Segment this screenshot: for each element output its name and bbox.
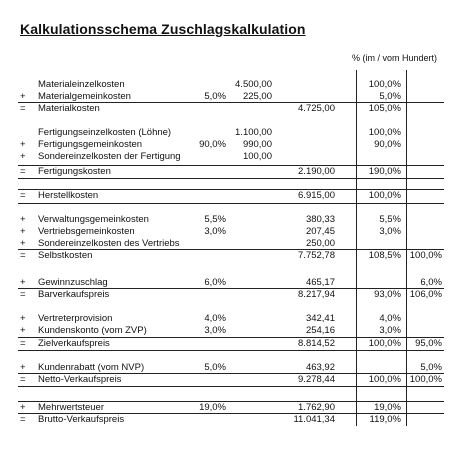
row-separator-line — [18, 288, 444, 289]
cell-rate: 90,0% — [199, 139, 226, 150]
cell-total: 342,41 — [305, 313, 335, 324]
cell-total: 250,00 — [305, 238, 335, 249]
table-row — [0, 151, 464, 163]
cell-rate: 5,0% — [204, 91, 226, 102]
cell-label: Barverkaufspreis — [38, 289, 110, 300]
cell-sign: + — [20, 226, 26, 237]
cell-pct2: 106,0% — [409, 289, 442, 300]
cell-total: 2.190,00 — [298, 166, 335, 177]
cell-pct1: 100,0% — [368, 374, 401, 385]
cell-pct1: 4,0% — [379, 313, 401, 324]
cell-pct2: 95,0% — [415, 338, 442, 349]
cell-pct2: 100,0% — [409, 374, 442, 385]
cell-pct1: 100,0% — [368, 338, 401, 349]
cell-total: 9.278,44 — [298, 374, 335, 385]
row-separator-line — [18, 373, 444, 374]
cell-label: Herstellkosten — [38, 190, 99, 201]
cell-rate: 4,0% — [204, 313, 226, 324]
cell-label: Kundenrabatt (vom NVP) — [38, 362, 145, 373]
table-row — [0, 289, 464, 301]
row-separator-line — [18, 178, 444, 179]
table-row — [0, 414, 464, 426]
cell-total: 7.752,78 — [298, 250, 335, 261]
cell-sign: + — [20, 325, 26, 336]
row-separator-line — [18, 249, 444, 250]
row-separator-line — [18, 165, 444, 166]
cell-sign: + — [20, 313, 26, 324]
cell-pct1: 5,0% — [379, 91, 401, 102]
cell-label: Selbstkosten — [38, 250, 93, 261]
cell-sign: + — [20, 362, 26, 373]
cell-label: Fertigungsgemeinkosten — [38, 139, 143, 150]
cell-sign: + — [20, 238, 26, 249]
cell-label: Brutto-Verkaufspreis — [38, 414, 125, 425]
table-row — [0, 374, 464, 386]
cell-label: Zielverkaufspreis — [38, 338, 110, 349]
row-separator-line — [18, 102, 444, 103]
cell-rate: 5,5% — [204, 214, 226, 225]
row-separator-line — [18, 350, 444, 351]
cell-rate: 5,0% — [204, 362, 226, 373]
cell-label: Sondereinzelkosten des Vertriebs — [38, 238, 180, 249]
cell-sign: + — [20, 277, 26, 288]
cell-label: Vertreterprovision — [38, 313, 113, 324]
cell-total: 380,33 — [305, 214, 335, 225]
cell-pct1: 100,0% — [368, 79, 401, 90]
cell-rate: 3,0% — [204, 226, 226, 237]
column-divider-line — [406, 70, 407, 426]
cell-total: 1.762,90 — [298, 402, 335, 413]
cell-sign: = — [20, 374, 26, 385]
cell-sign: + — [20, 151, 26, 162]
cell-rate: 6,0% — [204, 277, 226, 288]
cell-total: 4.725,00 — [298, 103, 335, 114]
column-divider-line — [356, 70, 357, 426]
cell-pct2: 5,0% — [420, 362, 442, 373]
page-title: Kalkulationsschema Zuschlagskalkulation — [20, 21, 306, 37]
cell-pct1: 5,5% — [379, 214, 401, 225]
table-row — [0, 226, 464, 238]
cell-total: 8.814,52 — [298, 338, 335, 349]
cell-label: Fertigungseinzelkosten (Löhne) — [38, 127, 172, 138]
row-separator-line — [18, 413, 444, 414]
cell-label: Gewinnzuschlag — [38, 277, 108, 288]
cell-total: 254,16 — [305, 325, 335, 336]
cell-pct2: 6,0% — [420, 277, 442, 288]
cell-total: 207,45 — [305, 226, 335, 237]
cell-pct1: 3,0% — [379, 226, 401, 237]
row-separator-line — [18, 386, 444, 387]
cell-partial: 1.100,00 — [235, 127, 272, 138]
cell-pct1: 190,0% — [368, 166, 401, 177]
cell-sign: + — [20, 214, 26, 225]
cell-label: Kundenskonto (vom ZVP) — [38, 325, 147, 336]
cell-total: 8.217,94 — [298, 289, 335, 300]
cell-sign: = — [20, 289, 26, 300]
cell-sign: = — [20, 166, 26, 177]
cell-pct1: 100,0% — [368, 190, 401, 201]
cell-rate: 19,0% — [199, 402, 226, 413]
cell-pct1: 119,0% — [369, 414, 401, 425]
cell-pct1: 93,0% — [374, 289, 401, 300]
table-row — [0, 250, 464, 262]
cell-sign: = — [20, 338, 26, 349]
cell-partial: 100,00 — [242, 151, 272, 162]
cell-label: Mehrwertsteuer — [38, 402, 104, 413]
cell-pct1: 3,0% — [379, 325, 401, 336]
cell-total: 463,92 — [305, 362, 335, 373]
cell-sign: = — [20, 250, 26, 261]
cell-label: Vertriebsgemeinkosten — [38, 226, 135, 237]
cell-label: Materialgemeinkosten — [38, 91, 131, 102]
cell-partial: 225,00 — [242, 91, 272, 102]
cell-label: Materialeinzelkosten — [38, 79, 125, 90]
cell-rate: 3,0% — [204, 325, 226, 336]
table-row — [0, 139, 464, 151]
percent-column-header: % (im / vom Hundert) — [352, 53, 438, 63]
cell-total: 11.041,34 — [293, 414, 335, 425]
cell-pct1: 108,5% — [368, 250, 401, 261]
cell-sign: + — [20, 402, 26, 413]
cell-pct1: 100,0% — [368, 127, 401, 138]
table-row — [0, 338, 464, 350]
table-row — [0, 325, 464, 337]
cell-partial: 4.500,00 — [235, 79, 272, 90]
row-separator-line — [18, 401, 444, 402]
cell-label: Netto-Verkaufspreis — [38, 374, 122, 385]
table-row — [0, 127, 464, 139]
cell-total: 465,17 — [305, 277, 335, 288]
row-separator-line — [18, 203, 444, 204]
table-row — [0, 79, 464, 91]
cell-label: Materialkosten — [38, 103, 100, 114]
table-row — [0, 214, 464, 226]
cell-total: 6.915,00 — [298, 190, 335, 201]
cell-label: Verwaltungsgemeinkosten — [38, 214, 149, 225]
table-row — [0, 313, 464, 325]
row-separator-line — [18, 189, 444, 190]
cell-label: Fertigungskosten — [38, 166, 111, 177]
cell-pct1: 19,0% — [374, 402, 401, 413]
table-row — [0, 103, 464, 115]
cell-sign: + — [20, 139, 26, 150]
table-row — [0, 190, 464, 202]
cell-sign: + — [20, 91, 26, 102]
table-row — [0, 166, 464, 178]
cell-label: Sondereinzelkosten der Fertigung — [38, 151, 181, 162]
cell-pct1: 90,0% — [374, 139, 401, 150]
row-separator-line — [18, 337, 444, 338]
cell-sign: = — [20, 414, 26, 425]
cell-pct1: 105,0% — [368, 103, 401, 114]
cell-partial: 990,00 — [242, 139, 272, 150]
cell-sign: = — [20, 190, 26, 201]
cell-sign: = — [20, 103, 26, 114]
cell-pct2: 100,0% — [409, 250, 442, 261]
